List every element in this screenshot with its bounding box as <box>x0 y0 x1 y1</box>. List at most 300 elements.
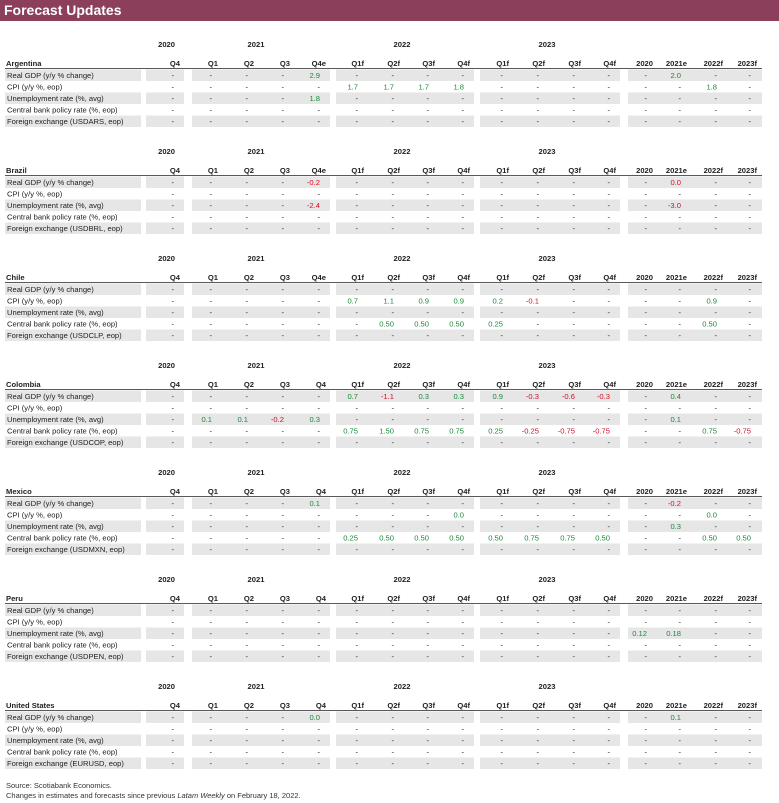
value-cell: 0.18 <box>666 628 681 638</box>
value-cell: - <box>572 93 575 103</box>
value-cell: - <box>536 605 539 615</box>
value-cell: - <box>714 200 717 210</box>
value-cell: - <box>245 426 248 436</box>
column-header: Q4f <box>457 380 470 389</box>
value-cell: - <box>355 200 358 210</box>
value-cell: 0.3 <box>418 391 429 401</box>
value-cell: - <box>426 758 429 768</box>
value-cell: - <box>607 330 610 340</box>
value-cell: - <box>714 307 717 317</box>
value-cell: - <box>714 105 717 115</box>
value-cell: - <box>678 116 681 126</box>
value-cell: - <box>391 284 394 294</box>
value-cell: 0.1 <box>309 498 320 508</box>
row-block-shade <box>192 605 330 617</box>
row-label: Unemployment rate (%, avg) <box>7 628 104 638</box>
value-cell: - <box>245 70 248 80</box>
value-cell: - <box>245 735 248 745</box>
value-cell: - <box>317 747 320 757</box>
column-header: Q3 <box>279 166 290 175</box>
footer <box>6 781 301 801</box>
value-cell: - <box>281 177 284 187</box>
value-cell: -2.4 <box>306 200 320 210</box>
value-cell: - <box>500 414 503 424</box>
value-cell: - <box>572 617 575 627</box>
column-header: Q3f <box>568 487 581 496</box>
value-cell: - <box>607 712 610 722</box>
column-header: Q4f <box>603 166 616 175</box>
value-cell: - <box>245 284 248 294</box>
value-cell: - <box>461 177 464 187</box>
value-cell: - <box>355 189 358 199</box>
year-2021-header: 2021 <box>247 254 265 263</box>
value-cell: - <box>572 605 575 615</box>
value-cell: - <box>391 544 394 554</box>
column-header: 2023f <box>737 59 757 68</box>
value-cell: - <box>391 177 394 187</box>
value-cell: - <box>607 307 610 317</box>
value-cell: - <box>171 628 174 638</box>
column-header: 2023f <box>737 594 757 603</box>
value-cell: - <box>171 93 174 103</box>
row-label: Central bank policy rate (%, eop) <box>7 426 118 436</box>
value-cell: - <box>209 617 212 627</box>
row-label: Unemployment rate (%, avg) <box>7 414 104 424</box>
value-cell: - <box>607 403 610 413</box>
value-cell: - <box>355 724 358 734</box>
page-title: Forecast Updates <box>4 2 122 18</box>
value-cell: - <box>355 105 358 115</box>
value-cell: - <box>678 735 681 745</box>
value-cell: - <box>426 510 429 520</box>
value-cell: - <box>461 521 464 531</box>
value-cell: 2.0 <box>670 70 681 80</box>
value-cell: - <box>644 296 647 306</box>
value-cell: - <box>355 212 358 222</box>
value-cell: - <box>209 724 212 734</box>
value-cell: - <box>391 724 394 734</box>
year-2020-header: 2020 <box>158 361 175 370</box>
value-cell: 0.50 <box>414 319 429 329</box>
value-cell: - <box>572 82 575 92</box>
value-cell: - <box>714 712 717 722</box>
value-cell: - <box>678 296 681 306</box>
value-cell: - <box>426 724 429 734</box>
row-label: CPI (y/y %, eop) <box>7 82 63 92</box>
value-cell: - <box>572 330 575 340</box>
row-label: CPI (y/y %, eop) <box>7 617 63 627</box>
value-cell: 0.0 <box>706 510 717 520</box>
row-block-shade <box>146 498 184 510</box>
value-cell: - <box>748 189 751 199</box>
value-cell: - <box>644 212 647 222</box>
column-header: Q4 <box>169 701 180 710</box>
value-cell: - <box>714 724 717 734</box>
value-cell: - <box>748 735 751 745</box>
value-cell: - <box>607 628 610 638</box>
column-header: 2020 <box>636 380 653 389</box>
value-cell: -0.6 <box>561 391 575 401</box>
value-cell: - <box>245 628 248 638</box>
row-block-shade <box>628 712 762 724</box>
row-label: Foreign exchange (EURUSD, eop) <box>7 758 124 768</box>
row-block-shade <box>628 605 762 617</box>
value-cell: - <box>714 284 717 294</box>
value-cell: - <box>317 212 320 222</box>
value-cell: - <box>500 724 503 734</box>
value-cell: - <box>391 498 394 508</box>
country-name: United States <box>6 701 55 710</box>
value-cell: - <box>500 651 503 661</box>
value-cell: - <box>748 212 751 222</box>
value-cell: - <box>281 200 284 210</box>
row-block-shade <box>192 758 330 770</box>
column-header: Q2f <box>532 380 545 389</box>
value-cell: - <box>748 223 751 233</box>
value-cell: - <box>171 82 174 92</box>
column-header: Q3f <box>422 273 435 282</box>
value-cell: - <box>281 735 284 745</box>
value-cell: - <box>171 223 174 233</box>
value-cell: - <box>461 605 464 615</box>
value-cell: 0.75 <box>449 426 464 436</box>
value-cell: - <box>572 651 575 661</box>
row-label: Foreign exchange (USDMXN, eop) <box>7 544 125 554</box>
value-cell: - <box>536 758 539 768</box>
column-header: Q4f <box>457 273 470 282</box>
row-label: Central bank policy rate (%, eop) <box>7 319 118 329</box>
value-cell: - <box>209 70 212 80</box>
column-header: Q1 <box>207 166 218 175</box>
value-cell: - <box>245 105 248 115</box>
value-cell: - <box>391 437 394 447</box>
value-cell: - <box>281 747 284 757</box>
value-cell: 0.0 <box>309 712 320 722</box>
value-cell: - <box>317 544 320 554</box>
value-cell: - <box>209 284 212 294</box>
column-header: 2022f <box>703 273 723 282</box>
column-header: Q3f <box>422 701 435 710</box>
value-cell: - <box>748 330 751 340</box>
row-block-shade <box>146 628 184 640</box>
value-cell: - <box>607 70 610 80</box>
row-label: Central bank policy rate (%, eop) <box>7 105 118 115</box>
value-cell: 0.50 <box>595 533 610 543</box>
column-header: Q4f <box>603 380 616 389</box>
value-cell: - <box>748 758 751 768</box>
value-cell: - <box>714 651 717 661</box>
value-cell: - <box>678 93 681 103</box>
year-2021-header: 2021 <box>247 361 265 370</box>
value-cell: - <box>572 712 575 722</box>
value-cell: - <box>355 437 358 447</box>
value-cell: - <box>245 724 248 734</box>
value-cell: 1.8 <box>453 82 464 92</box>
value-cell: 0.25 <box>343 533 358 543</box>
row-label: Foreign exchange (USDBRL, eop) <box>7 223 123 233</box>
value-cell: - <box>536 403 539 413</box>
value-cell: 0.1 <box>670 712 681 722</box>
value-cell: - <box>572 284 575 294</box>
value-cell: - <box>355 177 358 187</box>
value-cell: - <box>678 82 681 92</box>
value-cell: - <box>644 735 647 745</box>
year-2021-header: 2021 <box>247 468 265 477</box>
value-cell: - <box>281 116 284 126</box>
value-cell: - <box>171 651 174 661</box>
value-cell: - <box>748 617 751 627</box>
value-cell: - <box>391 189 394 199</box>
column-header: Q4f <box>603 273 616 282</box>
value-cell: 0.1 <box>670 414 681 424</box>
value-cell: - <box>748 544 751 554</box>
year-2022-header: 2022 <box>393 147 411 156</box>
value-cell: - <box>209 93 212 103</box>
value-cell: - <box>391 105 394 115</box>
value-cell: - <box>678 758 681 768</box>
value-cell: 0.25 <box>488 426 503 436</box>
value-cell: - <box>644 82 647 92</box>
value-cell: - <box>317 403 320 413</box>
value-cell: - <box>607 747 610 757</box>
value-cell: - <box>714 189 717 199</box>
row-block-shade <box>146 651 184 663</box>
value-cell: - <box>748 284 751 294</box>
value-cell: - <box>678 189 681 199</box>
column-header: Q2 <box>243 487 254 496</box>
value-cell: - <box>607 640 610 650</box>
value-cell: - <box>644 758 647 768</box>
value-cell: - <box>426 177 429 187</box>
value-cell: - <box>317 617 320 627</box>
value-cell: - <box>245 296 248 306</box>
value-cell: - <box>355 747 358 757</box>
value-cell: - <box>391 116 394 126</box>
value-cell: - <box>644 284 647 294</box>
row-block-shade <box>192 116 330 128</box>
value-cell: 2.9 <box>309 70 320 80</box>
value-cell: 1.7 <box>418 82 429 92</box>
column-header: Q4 <box>315 380 326 389</box>
column-header: 2023f <box>737 380 757 389</box>
value-cell: - <box>607 414 610 424</box>
value-cell: - <box>678 307 681 317</box>
value-cell: - <box>714 330 717 340</box>
value-cell: - <box>536 93 539 103</box>
column-header: Q3f <box>568 273 581 282</box>
year-2022-header: 2022 <box>393 254 411 263</box>
value-cell: - <box>461 414 464 424</box>
value-cell: - <box>714 617 717 627</box>
value-cell: - <box>209 212 212 222</box>
value-cell: -0.2 <box>306 177 320 187</box>
value-cell: - <box>678 605 681 615</box>
value-cell: - <box>171 533 174 543</box>
value-cell: - <box>644 605 647 615</box>
value-cell: - <box>245 498 248 508</box>
value-cell: - <box>281 498 284 508</box>
value-cell: - <box>607 200 610 210</box>
value-cell: - <box>748 93 751 103</box>
value-cell: - <box>461 189 464 199</box>
value-cell: - <box>748 747 751 757</box>
value-cell: - <box>355 403 358 413</box>
value-cell: - <box>317 284 320 294</box>
value-cell: - <box>245 640 248 650</box>
column-header: Q2f <box>532 273 545 282</box>
row-block-shade <box>146 712 184 724</box>
column-header: Q1f <box>496 273 509 282</box>
value-cell: - <box>536 628 539 638</box>
value-cell: - <box>426 307 429 317</box>
column-header: 2023f <box>737 166 757 175</box>
year-2021-header: 2021 <box>247 575 265 584</box>
column-header: Q2f <box>532 701 545 710</box>
value-cell: - <box>678 426 681 436</box>
row-label: Real GDP (y/y % change) <box>7 284 94 294</box>
value-cell: - <box>461 200 464 210</box>
column-header: Q2f <box>387 701 400 710</box>
value-cell: - <box>500 70 503 80</box>
value-cell: - <box>209 319 212 329</box>
column-header: Q4 <box>315 487 326 496</box>
column-header: Q2f <box>387 594 400 603</box>
value-cell: - <box>500 200 503 210</box>
column-header: Q1f <box>351 166 364 175</box>
value-cell: - <box>317 116 320 126</box>
value-cell: - <box>461 284 464 294</box>
value-cell: 0.75 <box>414 426 429 436</box>
value-cell: 0.9 <box>453 296 464 306</box>
value-cell: - <box>678 640 681 650</box>
value-cell: - <box>500 758 503 768</box>
value-cell: -0.75 <box>733 426 751 436</box>
value-cell: - <box>644 724 647 734</box>
value-cell: - <box>714 391 717 401</box>
row-label: CPI (y/y %, eop) <box>7 510 63 520</box>
column-header: Q4 <box>169 594 180 603</box>
value-cell: - <box>281 651 284 661</box>
value-cell: - <box>317 628 320 638</box>
row-label: Unemployment rate (%, avg) <box>7 93 104 103</box>
value-cell: - <box>572 212 575 222</box>
year-2023-header: 2023 <box>538 147 556 156</box>
value-cell: - <box>461 212 464 222</box>
column-header: Q4f <box>457 59 470 68</box>
value-cell: - <box>644 403 647 413</box>
value-cell: 0.50 <box>736 533 751 543</box>
value-cell: - <box>748 200 751 210</box>
column-header: Q2f <box>387 487 400 496</box>
value-cell: 0.50 <box>449 319 464 329</box>
value-cell: - <box>245 189 248 199</box>
value-cell: - <box>391 758 394 768</box>
value-cell: - <box>355 651 358 661</box>
value-cell: - <box>245 116 248 126</box>
value-cell: - <box>355 307 358 317</box>
value-cell: - <box>171 189 174 199</box>
value-cell: - <box>572 640 575 650</box>
value-cell: - <box>209 307 212 317</box>
value-cell: -0.2 <box>270 414 284 424</box>
value-cell: - <box>748 403 751 413</box>
value-cell: - <box>714 735 717 745</box>
value-cell: - <box>607 651 610 661</box>
column-header: Q4 <box>169 59 180 68</box>
row-block-shade <box>628 177 762 189</box>
value-cell: - <box>536 212 539 222</box>
value-cell: - <box>607 82 610 92</box>
value-cell: - <box>391 307 394 317</box>
value-cell: - <box>536 498 539 508</box>
row-label: Real GDP (y/y % change) <box>7 605 94 615</box>
column-header: Q3f <box>422 380 435 389</box>
year-2021-header: 2021 <box>247 682 265 691</box>
column-header: Q3 <box>279 594 290 603</box>
value-cell: - <box>748 651 751 661</box>
value-cell: 0.75 <box>524 533 539 543</box>
value-cell: - <box>714 521 717 531</box>
value-cell: -0.3 <box>525 391 539 401</box>
value-cell: - <box>678 651 681 661</box>
value-cell: - <box>748 640 751 650</box>
value-cell: - <box>500 330 503 340</box>
value-cell: - <box>461 403 464 413</box>
value-cell: - <box>748 391 751 401</box>
value-cell: -0.2 <box>667 498 681 508</box>
value-cell: - <box>209 605 212 615</box>
value-cell: - <box>644 521 647 531</box>
value-cell: - <box>644 189 647 199</box>
value-cell: - <box>572 105 575 115</box>
value-cell: - <box>245 391 248 401</box>
value-cell: - <box>281 640 284 650</box>
value-cell: - <box>607 223 610 233</box>
value-cell: - <box>281 82 284 92</box>
value-cell: - <box>572 116 575 126</box>
value-cell: - <box>317 307 320 317</box>
value-cell: - <box>714 498 717 508</box>
value-cell: - <box>171 437 174 447</box>
value-cell: - <box>461 116 464 126</box>
value-cell: - <box>748 498 751 508</box>
value-cell: - <box>426 200 429 210</box>
value-cell: - <box>644 747 647 757</box>
row-block-shade <box>146 284 184 296</box>
value-cell: - <box>355 605 358 615</box>
value-cell: - <box>607 284 610 294</box>
year-2023-header: 2023 <box>538 682 556 691</box>
value-cell: - <box>644 544 647 554</box>
value-cell: - <box>644 533 647 543</box>
value-cell: - <box>426 605 429 615</box>
value-cell: - <box>209 189 212 199</box>
row-block-shade <box>146 200 184 212</box>
value-cell: - <box>317 724 320 734</box>
value-cell: -3.0 <box>667 200 681 210</box>
value-cell: - <box>317 605 320 615</box>
column-header: Q1f <box>496 380 509 389</box>
value-cell: - <box>461 651 464 661</box>
column-header: Q2f <box>532 59 545 68</box>
value-cell: - <box>572 200 575 210</box>
value-cell: - <box>245 307 248 317</box>
column-header: Q3f <box>568 701 581 710</box>
value-cell: 0.50 <box>449 533 464 543</box>
value-cell: 0.3 <box>453 391 464 401</box>
column-header: Q4e <box>311 273 326 282</box>
value-cell: 0.0 <box>453 510 464 520</box>
